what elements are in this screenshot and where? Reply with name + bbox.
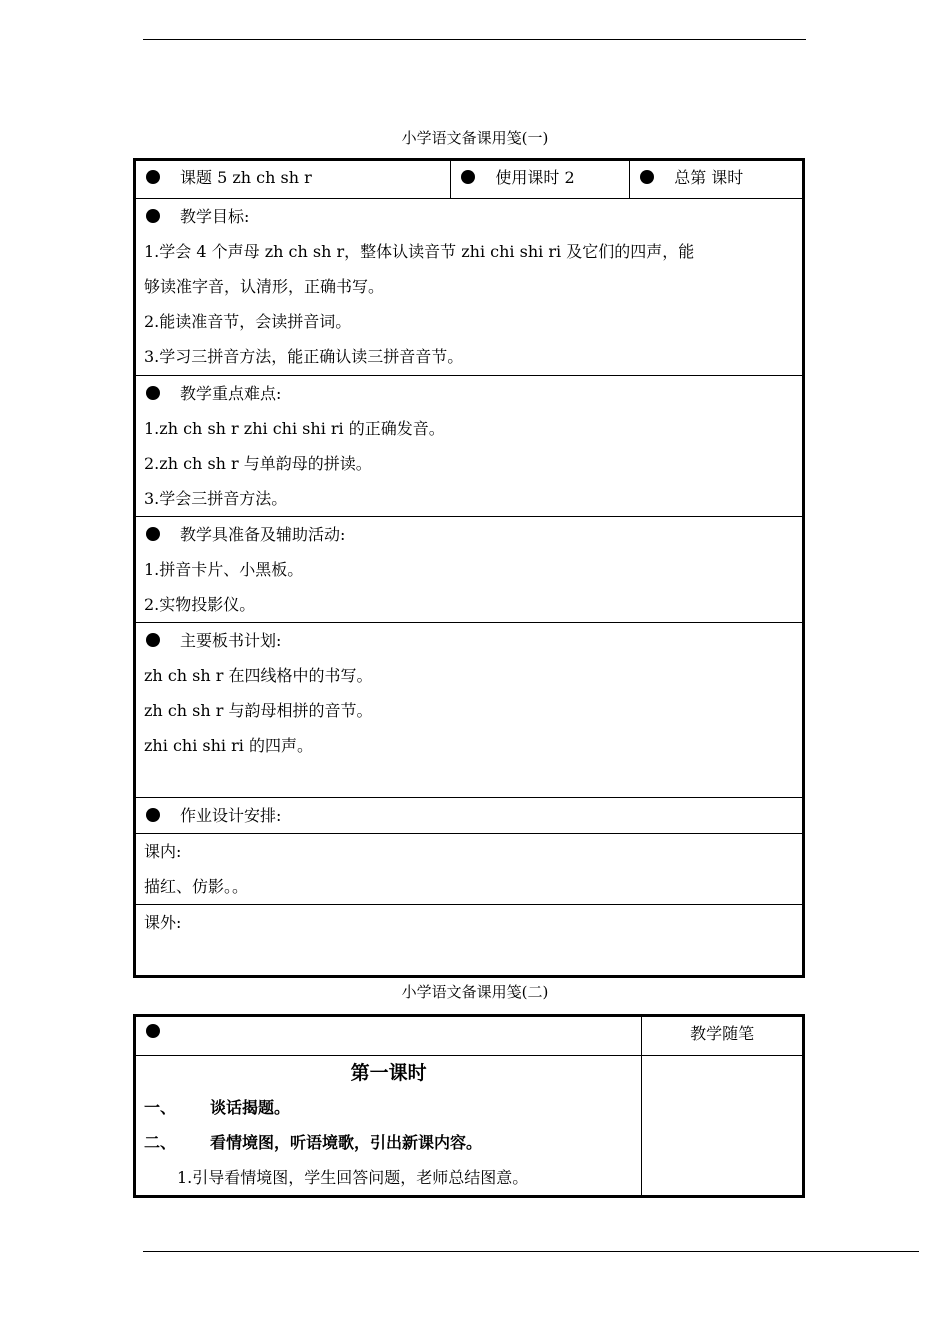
goal-item: 1.学会 4 个声母 zh ch sh r，整体认读音节 zhi chi shi ri 及它们的四声，能 — [144, 242, 695, 261]
bullet-icon — [461, 170, 475, 184]
bullet-icon — [640, 170, 654, 184]
bottom-rule — [143, 1251, 919, 1252]
tool-item: 2.实物投影仪。 — [144, 595, 256, 614]
tools-heading: 教学具准备及辅助活动: — [180, 525, 346, 544]
homework-section — [135, 798, 804, 834]
bullet-icon — [146, 808, 160, 822]
keypoint-item: 2.zh ch sh r 与单韵母的拼读。 — [144, 454, 372, 473]
goal-item: 2.能读准音节，会读拼音词。 — [144, 312, 352, 331]
steps-body-row — [135, 1056, 804, 1197]
goal-item: 3.学习三拼音方法，能正确认读三拼音音节。 — [144, 347, 464, 366]
keypoint-item: 3.学会三拼音方法。 — [144, 489, 288, 508]
step-number: 二、 — [144, 1133, 177, 1152]
lesson-steps-table — [133, 1014, 805, 1198]
homework-inclass — [135, 834, 804, 905]
total-label: 总第 课时 — [674, 168, 744, 187]
header-row — [135, 160, 804, 199]
step-number: 一、 — [144, 1098, 177, 1117]
caption-one: 小学语文备课用笺(一) — [401, 129, 549, 147]
board-item: zh ch sh r 与韵母相拼的音节。 — [144, 701, 373, 720]
inclass-text: 描红、仿影。。 — [144, 877, 249, 896]
top-rule — [143, 39, 806, 40]
bullet-icon — [146, 170, 160, 184]
step-text: 谈话揭题。 — [210, 1098, 291, 1117]
bullet-icon — [146, 1024, 160, 1038]
keypoints-heading: 教学重点难点: — [180, 384, 282, 403]
lesson-title: 第一课时 — [350, 1062, 427, 1084]
steps-header-row — [135, 1016, 804, 1056]
lesson-plan-table — [133, 158, 805, 978]
notes-column — [642, 1056, 804, 1197]
bullet-icon — [146, 633, 160, 647]
board-heading: 主要板书计划: — [180, 631, 282, 650]
homework-outclass — [135, 905, 804, 977]
step-text: 看情境图，听语境歌，引出新课内容。 — [210, 1133, 483, 1152]
board-item: zh ch sh r 在四线格中的书写。 — [144, 666, 373, 685]
sub-step: 1.引导看情境图，学生回答问题，老师总结图意。 — [177, 1168, 529, 1187]
bullet-icon — [146, 386, 160, 400]
goals-section — [135, 199, 804, 376]
board-section — [135, 623, 804, 798]
hours-label: 使用课时 2 — [495, 168, 575, 187]
caption-two: 小学语文备课用笺(二) — [401, 983, 549, 1001]
goal-item: 够读准字音，认清形，正确书写。 — [144, 277, 385, 296]
goals-heading: 教学目标: — [180, 207, 250, 226]
inclass-label: 课内: — [144, 842, 182, 861]
keypoint-item: 1.zh ch sh r zhi chi shi ri 的正确发音。 — [144, 419, 445, 438]
topic-label: 课题 5 zh ch sh r — [180, 168, 312, 187]
tool-item: 1.拼音卡片、小黑板。 — [144, 560, 304, 579]
homework-heading: 作业设计安排: — [180, 806, 282, 825]
notes-label: 教学随笔 — [690, 1024, 755, 1043]
bullet-icon — [146, 527, 160, 541]
outclass-label: 课外: — [144, 913, 182, 932]
bullet-icon — [146, 209, 160, 223]
board-item: zhi chi shi ri 的四声。 — [144, 736, 313, 755]
tools-section — [135, 517, 804, 623]
keypoints-section — [135, 376, 804, 517]
